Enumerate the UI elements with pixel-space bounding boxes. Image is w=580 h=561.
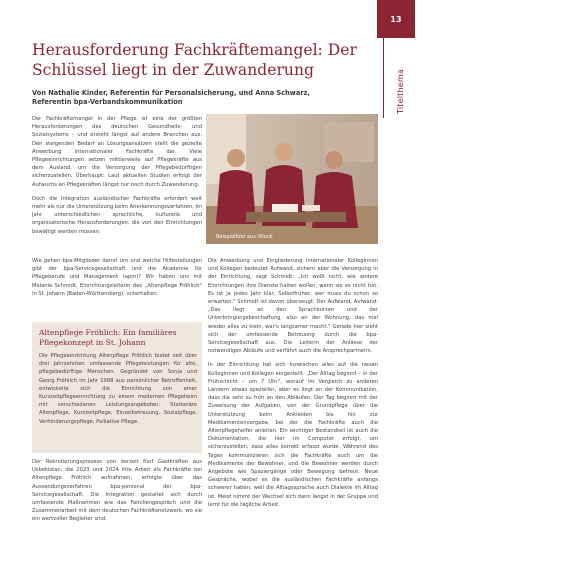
article-photo bbox=[206, 114, 578, 276]
section-label: Titelthema bbox=[396, 69, 405, 114]
byline bbox=[32, 89, 352, 107]
info-box-text: Die Pflegeeinrichtung Altenpflege Fröhlich bietet seit über drei Jahrzehnten umfassende Pflegeleistungen für alte, pflegebedürftige Menschen. Gegründet von Sonja und Georg Fröhlich im Jahr 1988 aus persönlicher Betroffenheit, entwickelte sich die Einrichtung von einer Kurzzeitpflegeeinrichtung zu einem modernen Pflegeheim mit verschiedenen Leistungsangeboten: Stationäre Altenpflege, Kurzzeitpflege, Einzelbetreuung, Sozialpflege, Verhinderungspflege, Palliative Pflege. bbox=[39, 353, 197, 425]
intro-paragraph-2: Doch die Integration ausländischer Fachkräfte erfordert weit mehr als nur die Unterstützung beim Anerkennungsverfahren. Im Jahr unterschiedlichen sprachliche, kulturelle und organisatorische Herausforderungen, die von den Einrichtungen bewältigt werden müssen. bbox=[32, 195, 202, 235]
right-paragraph-1: Die Anwerbung und Eingliederung internationaler Kolleginnen und Kollegen bedeutet Aufwand, sichern aber die Versorgung in der Einrichtung, sagt Schmidt: „Ich weiß nicht, wie andere Einrichtungen ihre Dienste halten wollen, wenn sie es nicht tun. Es ist ja jedes Jahr klar, Selbstfrüher, wer muss du schon so erwarten." Schmidt ist davon überzeugt: Der Aufwand, Aufwand: „Das liegt an den Sprachkursen und der Unterbringungsbeschaffung, also an der Wohnung, das mal wieder alles zu klein, war's langsamer macht." Gerade hier sieht sich der umfassende Betreuung durch die bpa-Servicegesellschaft aus. Die Leiterin der Anlässe der notwendigen Abläufe und verfährt auch die Ansprechpartnerin. bbox=[208, 258, 378, 355]
right-column-text bbox=[208, 257, 378, 515]
intro-text bbox=[32, 115, 202, 242]
info-box bbox=[32, 322, 202, 453]
intro-paragraph-1: Der Fachkräftemangel in der Pflege ist eine der größten Herausforderungen des deutschen Gesundheits- und Sozialsystems – und ersteht längst auf andere Branchen aus. Den steigenden Bedarf an Lösungsansätzen stellt die gezielte Anwerbung internationaler Fachkräfte dar. Viele Pflegeeinrichtungen setzen mittlerweile auf Pflegekräfte aus dem Ausland, um die Versorgung der Pflegebedürftigen sicherzustellen. Überhaupt: Laut aktuellen Studien erfolgt der Aufwuchs an Pflegekräften längst nur noch durch Zuwanderung. bbox=[32, 116, 202, 188]
page-number: 13 bbox=[377, 0, 415, 38]
section-tab-line bbox=[383, 38, 384, 118]
byline-line-1: Von Nathalie Kinder, Referentin für Personalsicherung, und Anna Schwarz, bbox=[32, 89, 310, 97]
right-paragraph-2: In der Einrichtung hat sich inzwischen alles auf die neuen Kolleginnen und Kollegen eingestellt. „Der Alltag beginnt – in der Frühschicht – um 7 Uhr“, worauf im Vergleich zu anderen Ländern etwas spezieller, aber es liegt an der Kommunikation, dass die sehr zu früh an den Abläufen. Der Tag beginnt mit der Zuweisung der Aufgaben, von der Grundpflege über die Unterstützung beim Ankleiden bis hin zur Medikamentenvergabe, bei der die Fachkräfte auch die Altenpflegehelfer anleiten. Ein wichtiger Bestandteil ist auch die Dokumentation, die hier im Computer erfolgt, um sicherzustellen, dass alles korrekt erfasst wurde. Während des Tages kommunizieren sich die Fachkräfte auch um die Medikamente der Bewohner, und die Bewohner werden durch Angebote wie Spaziergänge oder Bewegung betreut. Neue Gespräche, wobei es die ausländischen Fachkräfte anfangs schwerer haben, weil die Alltagssprache auch Dialekte im Alltag ist. Meist nimmt der Wechsel sich dann längst in der Gruppe und lernt für die tägliche Arbeit. bbox=[208, 362, 378, 508]
left-paragraph-1: Wie gehen bpa-Mitglieder damit um und welche Hilfestellungen gibt der bpa-Servicegesellschaft und die Akademie für Pflegeberufe und Management (apm)? Wir haben uns mit Melanie Schmidt, Einrichtungsleiterin des „Altenpflege Fröhlich" in St. Johann (Baden-Württemberg), unterhalten. bbox=[32, 258, 202, 297]
photo-credit: Foto: iStock/Kzenon bbox=[574, 242, 578, 276]
info-box-title: Altenpflege Fröhlich: Ein familiäres Pflegekonzept in St. Johann bbox=[39, 328, 177, 347]
care-scene-illustration bbox=[206, 114, 378, 244]
left-bottom-paragraph-1: Der Rekrutierungsprozess von derzeit fünf Gastkräften aus Usbekistan, die 2023 und 2024 ihre Arbeit als Fachkräfte bei Altenpflege Fröhlich aufnahmen, erfolgte über das Aussendungsverfahren bpa-personal der bpa-Servicegesellschaft. Die Integration gestaltet sich durch umfassende Maßnahmen wie das Familiengespräch und die Zusammenarbeit mit dem deutschen Fachkräftenetzwerk, wo sie ein wertvoller Begleiter sind. bbox=[32, 459, 202, 523]
photo-caption: Beispielfoto aus iStock bbox=[216, 234, 273, 240]
left-column-bottom-text bbox=[32, 458, 202, 530]
byline-line-2: Referentin bpa-Verbandskommunikation bbox=[32, 98, 183, 106]
left-column-text bbox=[32, 257, 202, 304]
article-headline: Herausforderung Fachkräftemangel: Der Schlüssel liegt in der Zuwanderung bbox=[32, 41, 357, 79]
